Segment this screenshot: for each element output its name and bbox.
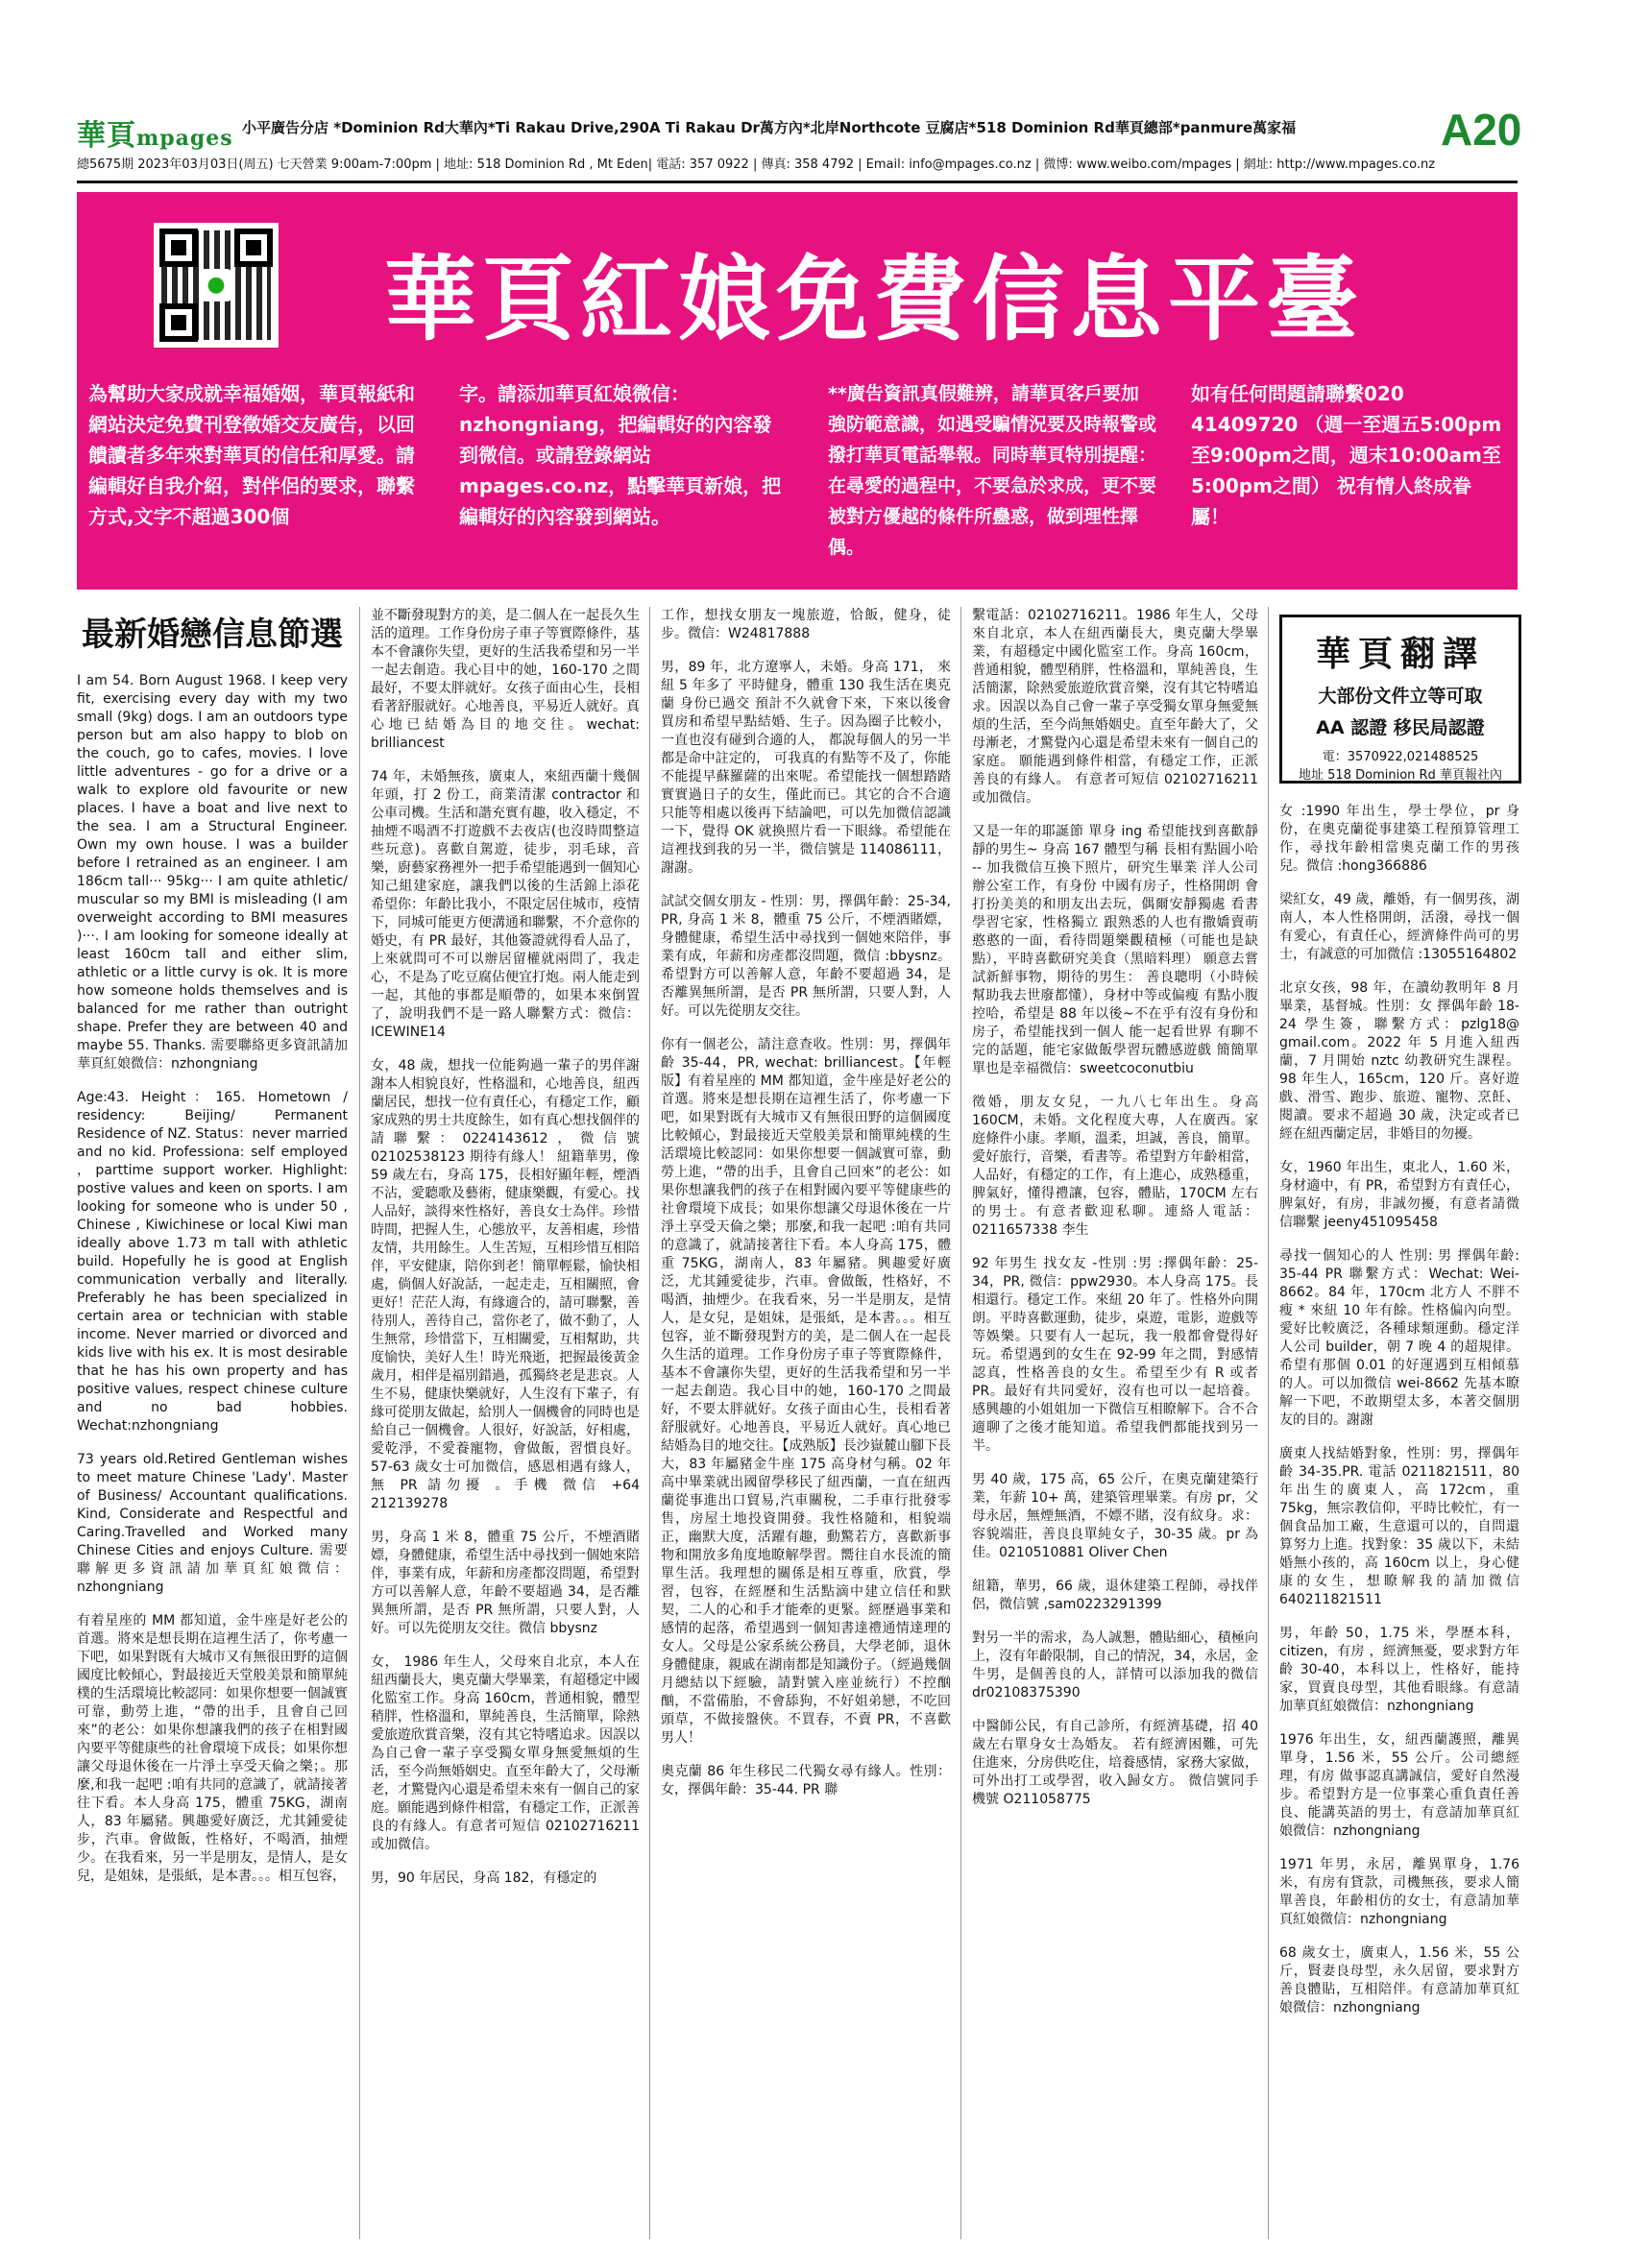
qr-finder-icon — [159, 303, 198, 342]
listing-item: 女，1960 年出生，東北人，1.60 米，身材適中，有 PR，希望對方有責任心，脾氣好，有房，非誠勿擾，有意者請微信聯繫 jeeny451095458 — [1279, 1160, 1519, 1230]
listing-item: 工作，想找女朋友一塊旅遊，恰飯，健身，徒步。微信：W24817888 — [661, 608, 951, 641]
listing-item: 男，90 年居民，身高 182，有穩定的 — [371, 1870, 597, 1886]
banner-title: 華頁紅娘免費信息平臺 — [384, 246, 1364, 353]
listing-item: 73 years old.Retired Gentleman wishes to meet mature Chinese 'Lady'. Master of Business/ Accountant qualifications. Kind, Considerate and Respectful and Caring.Travelled and Worked many Chinese Cities and enjoys Culture. 需要聯解更多資訊請加華頁紅娘微信：nzhongniang — [77, 1452, 348, 1595]
wechat-qr-code[interactable] — [154, 223, 279, 348]
listing-item: 北京女孩，98 年，在讀幼教明年 8 月畢業，基督城。性別：女 擇偶年齡 18-24 學生簽，聯繫方式：pzlg18@ gmail.com。2022 年 5 月進入紐西蘭，7 月開始 nztc 幼教研究生課程。98 年生人，165cm，120 斤。喜好遊戲、滑雪、跑步、旅遊、寵物、烹飪、閱讀。要求不超過 30 歲，決定或者已經在紐西蘭定居，非婚目的勿擾。 — [1279, 980, 1519, 1142]
section-title: 最新婚戀信息節選 — [82, 615, 343, 654]
logo-cn: 華頁 — [77, 119, 136, 153]
listing-item: 74 年，未婚無孩，廣東人，來紐西蘭十幾個年頭，打 2 份工，商業清潔 contractor 和公車司機。生活和諧充實有趣，收入穩定，不抽煙不喝酒不打遊戲不去夜店(也沒時間整這些玩意)。喜歡自駕遊，徒步，羽毛球，音樂，廚藝家務裡外一把手希望能遇到一個知心知己組建家庭，讓我們以後的生活錦上添花 希望你：年齡比我小，不限定居住城市，疫情下，同城可能更方便溝通和聯繫，不介意你的婚史，有 PR 最好，其他簽證就得看人品了，上來就問可不可以辦居留權就兩問了，我走心，不是為了吃豆腐佔便宜打炮。兩人能走到一起，其他的事都是順帶的，如果本來倒置了，說明我們不是一路人聯繫方式：微信：ICEWINE14 — [371, 769, 640, 1040]
banner-intro-text: 為幫助大家成就幸福婚姻，華頁報紙和網站決定免費刊登徵婚交友廣告，以回饋讀者多年來對華頁的信任和厚愛。請編輯好自我介紹，對伴侶的要求，聯繫方式,文字不超過300個 — [88, 382, 415, 528]
listing-item: 92 年男生 找女友 -性別 :男 :擇偶年齡：25-34，PR, 微信：ppw2930。本人身高 175。長相還行。穩定工作。來紐 20 年了。性格外向開朗。平時喜歡運動，徒步，桌遊，電影，遊戲等等娛樂。只要有人一起玩，我一般都會覺得好玩。希望遇到的女生在 92-99 年之間，對感情認真，性格善良的女生。希望至少有 R 或者 PR。最好有共同愛好，沒有也可以一起培養。感興趣的小姐姐加一下微信互相瞭解下。合不合適聊了之後才能知道。希望我們都能找到另一半。 — [972, 1256, 1258, 1454]
branch-addresses: 小平廣告分店 *Dominion Rd大華內*Ti Rakau Drive,290A Ti Rakau Dr萬方內*北岸Northcote 豆腐店*518 Dominion Rd華頁總部*panmure萬家福 — [242, 119, 1297, 136]
column-divider — [359, 607, 360, 2239]
banner-contact-text: 如有任何問題請聯繫020 41409720 （週一至週五5:00pm至9:00pm之間，週末10:00am至5:00pm之間） 祝有情人終成眷屬！ — [1191, 382, 1502, 528]
listing-item: 男 40 歲，175 高，65 公斤，在奧克蘭建築行業，年薪 10+ 萬，建築管理畢業。有房 pr，父母永居，無煙無酒，不嫖不賭，沒有紋身。求：容貌端莊，善良良單純女子，30-35 歲。pr 為佳。0210510881 Oliver Chen — [972, 1472, 1258, 1560]
listing-item: 紐籍，華男，66 歲，退休建築工程師，尋找伴侶，微信號 ,sam0223291399 — [972, 1579, 1258, 1612]
listing-column-2 — [371, 607, 640, 1903]
listing-column-5 — [1279, 803, 1519, 2033]
listing-item: 廣東人找結婚對象，性別：男，擇偶年齡 34-35.PR. 電話 0211821511，80 年出生的廣東人，高 172cm，重 75kg，無宗教信仰，平時比較忙，有一個食品加工廠，生意還可以的，自問還算努力上進。找對象：35 歲以下，未結婚無小孩的，高 160cm 以上，身心健康的女生，想瞭解我的請加微信 640211821511 — [1279, 1446, 1519, 1607]
mpages-logo[interactable] — [77, 111, 233, 154]
listing-item: 並不斷發現對方的美，是二個人在一起長久生活的道理。工作身份房子車子等實際條件，基本不會讓你失望，更好的生活我希望和另一半一起去創造。我心目中的她，160-170 之間最好，不要太胖就好。女孩子面由心生，長相看著舒服就好。心地善良，平易近人就好。真心地已結婚為目的地交往。wechat: brilliancest — [371, 608, 640, 751]
listing-item: 對另一半的需求，為人誠懇，體貼細心，積極向上，沒有年齡限制，自己的情況，34，永居，金牛男，是個善良的人，詳情可以添加我的微信 dr02108375390 — [972, 1630, 1258, 1701]
wechat-icon: ● — [200, 269, 232, 302]
column-divider — [960, 607, 961, 2239]
translation-service-ad — [1279, 615, 1521, 784]
column-divider — [649, 607, 650, 2239]
listing-item: 繫電話：02102716211。1986 年生人，父母來自北京，本人在紐西蘭長大，奧克蘭大學畢業，有超穩定中國化監室工作。身高 160cm，普通相貌，體型稍胖，性格溫和，單純善良，生活簡潔，除熱愛旅遊欣賞音樂，沒有其它特嗜追求。因誤以為自己會一輩子享受獨女單身無愛無煩的生活，至今尚無婚姻史。直至年齡大了，父母漸老，才驚覺內心還是希望未來有一個自己的家庭。 願能遇到條件相當，有穩定工作，正派善良的有緣人。 有意者可短信 02102716211 或加微信。 — [972, 608, 1258, 806]
listing-item: 1976 年出生，女，紐西蘭護照，離異單身，1.56 米，55 公斤。公司總經理，有房 做事認真講誠信，愛好自然漫步。希望對方是一位事業心重負責任善良、能講英語的男士，有意請加華頁紅娘微信：nzhongniang — [1279, 1732, 1519, 1839]
listing-item: 又是一年的耶誕節 單身 ing 希望能找到喜歡靜靜的男生~ 身高 167 體型勻稱 長相有點圓小哈 -- 加我微信互換下照片，研究生畢業 洋人公司辦公室工作，有身份 中國有房子，性格開朗 會打扮美美的和朋友出去玩，偶爾安靜獨處 看書學習宅家，性格獨立 跟熟悉的人也有撒嬌賣萌憨憨的一面，看待問題樂觀積極（可能也是缺點），平時喜歡研究美食（黑暗料理） 願意去嘗試新鮮事物，期待的男生： 善良聰明（小時候幫助我去世廢都懂），身材中等或偏瘦 有點小腹控哈，希望是 88 年以後~不在乎有沒有身份和房子，希望能找到一個人 能一起看世界 有聊不完的話題，能宅家做飯學習玩體感遊戲 簡簡單單也是幸福微信：sweetcoconutbiu — [972, 824, 1258, 1076]
listing-item: I am 54. Born August 1968. I keep very fit, exercising every day with my two small (9kg) dogs. I am an outdoors type person but am also happy to blob on the couch, go to cafes, movies. I love little adventures - go for a drive or a walk to explore old favourite or new places. I have a boat and live next to the sea. I am a Structural Engineer. Own my own house. I was a builder before I retrained as an engineer. I am 186cm tall··· 95kg··· I am quite athletic/ muscular so my BMI is misleading (I am overweight according to BMI measures )···. I am looking for someone ideally at least 160cm tall and either slim, athletic or a little curvy is ok. It is more how someone holds themselves and is balanced for me rather than outright shape. Prefer they are between 40 and maybe 55. Thanks. 需要聯絡更多資訊請加華頁紅娘微信：nzhongniang — [77, 673, 348, 1072]
column-divider — [1268, 607, 1269, 2239]
ad-subtitle: AA 認證 移民局認證 — [1316, 717, 1485, 738]
listing-item: 女， 1986 年生人，父母來自北京，本人在紐西蘭長大，奧克蘭大學畢業，有超穩定中國化監室工作。身高 160cm，普通相貌，體型稍胖，性格溫和，單純善良，生活簡單，除熱愛旅遊欣賞音樂，沒有其它特嗜追求。因誤以為自己會一輩子享受獨女單身無愛無煩的生活，至今尚無婚姻史。直至年齡大了，父母漸老，才驚覺內心還是希望未來有一個自己的家庭。願能遇到條件相當，有穩定工作，正派善良的有緣人。有意者可短信 02102716211 或加微信。 — [371, 1654, 640, 1852]
listing-item: 1971 年男，永居，離異單身，1.76 米，有房有貸款，司機無孩，要求人簡單善良，年齡相仿的女士，有意請加華頁紅娘微信：nzhongniang — [1279, 1857, 1519, 1927]
ad-title: 華頁翻譯 — [1315, 634, 1485, 674]
listing-item: 梁紅女，49 歲，離婚，有一個男孩，湖南人，本人性格開朗，活潑，尋找一個有愛心，有責任心，經濟條件尚可的男士，有誠意的可加微信 :13055164802 — [1279, 892, 1519, 962]
ad-subtitle: 大部份文件立等可取 — [1318, 686, 1483, 707]
listing-item: 女 :1990 年出生，學士學位，pr 身份，在奧克蘭從事建築工程預算管理工作，尋找年齡相當奧克蘭工作的男孩兒。微信 :hong366886 — [1279, 804, 1519, 874]
listing-item: 女，48 歲，想找一位能夠過一輩子的男伴謝謝本人相貌良好，性格溫和，心地善良，紐西蘭居民，想找一位有責任心，有穩定工作，顧家成熟的男士共度餘生，如有真心想找個伴的請聯繫：0224143612，微信號 02102538123 期待有緣人！ 紐籍華男，像 59 歲左右，身高 175，長相好顯年輕，煙酒不沾，愛聽歌及藝術，健康樂觀，有愛心。找人品好，談得來性格好，善良女士為伴。珍惜時間，把握人生，心態放平，友善相處，珍惜友情，共用餘生。人生苦短，互相珍惜互相陪伴，平安健康，陪你到老！簡單輕鬆，愉快相處，倘個人好說話，一起走走，互相關照，會更好！茫茫人海，有緣適合的，請可聯繫，善待別人，善待自己，當你老了，做不動了，人生無常，珍惜當下，互相關愛，互相幫助，共度愉快，美好人生！時光飛逝，把握最後黃金歲月，相伴是福別錯過，孤獨終老是悲哀。人生不易，健康快樂就好，人生沒有下輩子，有緣可從朋友做起，給別人一個機會的同時也是給自己一個機會。人很好，好說話，好相處，愛乾淨，不愛養寵物，會做飯，習慣良好。57-63 歲女士可加微信，感恩相遇有緣人，無 PR 請勿擾 。手機 微信 +64 212139278 — [371, 1058, 640, 1511]
listing-item: Age:43. Height：165. Hometown / residency: Beijing/ Permanent Residence of NZ. Status：never married and no kid. Professiona: self employed ，parttime support worker. Highlight: postive values and keen on sports. I am looking for someone who is under 50 , Chinese , Kiwichinese or local Kiwi man ideally above 1.73 m tall with athletic build. Hopefully he is good at English communication verbally and literally. Preferably he has been specialized in certain area or technician with stable income. Never married or divorced and kids live with his ex. It is most desirable that he has his own property and has positive values, respect chinese culture and no bad hobbies. Wechat:nzhongniang — [77, 1090, 348, 1434]
qr-finder-icon — [234, 229, 273, 267]
ad-phone: 電：3570922,021488525 — [1322, 750, 1479, 764]
listing-item: 尋找一個知心的人 性別: 男 擇偶年齡: 35-44 PR 聯繫方式：Wechat: Wei-8662。84 年，170cm 北方人 不胖不瘦 * 來紐 10 年有餘。性格偏內向型。愛好比較廣泛，各種球類運動。穩定洋人公司 builder，朝 7 晚 4 的超規律。希望有那個 0.01 的好運遇到互相傾慕的人。可以加微信 wei-8662 先基本瞭解一下吧，不敢期望太多，本著交個朋友的目的。謝謝 — [1279, 1248, 1519, 1428]
listing-column-4 — [972, 607, 1258, 1824]
ad-address: 地址 518 Dominion Rd 華頁報社內 — [1299, 768, 1502, 783]
listing-item: 男，身高 1 米 8，體重 75 公斤，不煙酒賭嫖，身體健康，希望生活中尋找到一個她來陪伴，事業有成，年薪和房產都沒問題，希望對方可以善解人意，年齡不要超過 34，是否離異無所謂，是否 PR 無所謂，只要人對，人好。可以先從朋友交往。微信 bbysnz — [371, 1530, 640, 1636]
qr-finder-icon — [159, 229, 198, 267]
listing-item: 男，89 年，北方遼寧人，未婚。身高 171， 來紐 5 年多了 平時健身，體重 130 我生活在奧克蘭 身份已過交 預計不久就會下來，下來以後會買房和希望早點結婚、生子。因為圈子比較小，一直也沒有碰到合適的人， 都說每個人的另一半都是命中註定的， 可我真的有點等不及了，你能不能提早蘇羅薩的出來呢。希望能找一個想踏踏實實過日子的女生，僅此而已。其它的合不合適只能等相處以後再下結論吧，可以先加微信認識一下，覺得 OK 就換照片看一下眼緣。希望能在這裡找到我的另一半，微信號是 114086111，謝謝。 — [661, 660, 951, 876]
logo-en: mpages — [136, 126, 233, 151]
listing-column-3 — [661, 607, 951, 1815]
listing-item: 試試交個女朋友 - 性別：男，擇偶年齡：25-34, PR, 身高 1 米 8，體重 75 公斤，不煙酒賭嫖，身體健康，希望生活中尋找到一個她來陪伴，事業有成，年薪和房產都沒問題，微信 :bbysnz。希望對方可以善解人意，年齡不要超過 34，是否離異無所謂，是否 PR 無所謂，只要人對，人好。可以先從朋友交往。 — [661, 894, 951, 1019]
masthead — [77, 104, 1522, 186]
listing-column-1 — [77, 607, 348, 1901]
listing-item: 68 歲女士，廣東人，1.56 米，55 公斤，賢妻良母型，永久居留，要求對方善良體貼，互相陪伴。有意請加華頁紅娘微信：nzhongniang — [1279, 1945, 1519, 2015]
banner-wechat-text: 字。請添加華頁紅娘微信：nzhongniang，把編輯好的內容發到微信。或請登錄網站 mpages.co.nz，點擊華頁新娘，把編輯好的內容發到網站。 — [459, 382, 782, 528]
listing-item: 男，年齡 50，1.75 米，學歷本科，citizen，有房 ，經濟無憂，要求對方年齡 30-40，本科以上，性格好，能持家，買賣良母型，其他看眼緣。有意請加華頁紅娘微信：nzhongniang — [1279, 1626, 1519, 1714]
header-rule — [77, 181, 1518, 183]
issue-info-line: 總5675期 2023年03月03日(周五) 七天營業 9:00am-7:00pm | 地址: 518 Dominion Rd , Mt Eden| 電話: 357 0922 | 傳真: 358 4792 | Email: info@mpages.co.nz | 微博: www.weibo.com/mpages | 網址: http://www.mpages.co.nz — [77, 157, 1436, 172]
listing-item: 奧克蘭 86 年生移民二代獨女尋有緣人。性別：女，擇偶年齡：35-44. PR 聯 — [661, 1764, 951, 1798]
listing-item: 有着星座的 MM 都知道，金牛座是好老公的首選。將來是想長期在這裡生活了，你考慮一下吧，如果對既有大城市又有無很田野的這個國度比較傾心，對最接近天堂般美景和簡單純樸的生活環境比較認同：如果你想要一個誠實可靠，動勞上進，“帶的出手，且會自己回來”的老公：如果你想讓我們的孩子在相對國內要平等健康些的社會環境下成長；如果你想讓父母退休後在一片淨土享受天倫之樂；。那麼,和我一起吧 :咱有共同的意識了，就請接著往下看。本人身高 175，體重 75KG，湖南人，83 年屬豬。興趣愛好廣泛，尤其鍾愛徒步，汽車。會做飯，性格好，不喝酒，抽煙少。在我看來，另一半是朋友，是情人，是女兒，是姐妹，是張紙，是本書。。。相互包容， — [77, 1613, 348, 1884]
listing-item: 你有一個老公，請注意查收。性別：男，擇偶年齡 35-44，PR, wechat: brilliancest。【年輕版】有着星座的 MM 都知道，金牛座是好老公的首選。將來是想長期在這裡生活了，你考慮一下吧，如果對既有大城市又有無很田野的這個國度比較傾心，對最接近天堂般美景和簡單純樸的生活環境比較認同：如果你想要一個誠實可靠，動勞上進，“帶的出手，且會自己回來”的老公：如果你想讓我們的孩子在相對國內要平等健康些的社會環境下成長；如果你想讓父母退休後在一片淨土享受天倫之樂；那麼,和我一起吧 :咱有共同的意識了，就請接著往下看。本人身高 175，體重 75KG，湖南人，83 年屬豬。興趣愛好廣泛，尤其鍾愛徒步，汽車。會做飯，性格好，不喝酒，抽煙少。在我看來，另一半是朋友，是情人，是女兒，是姐妹，是張紙，是本書。。。相互包容，並不斷發現對方的美，是二個人在一起長久生活的道理。工作身份房子車子等實際條件，基本不會讓你失望，更好的生活我希望和另一半一起去創造。我心目中的她，160-170 之間最好，不要太胖就好。女孩子面由心生，長相看著舒服就好。心地善良，平易近人就好。真心地已結婚為目的地交往。【成熟版】長沙嶽麓山腳下長大，83 年屬豬金牛座 175 高身材勻稱。02 年高中畢業就出國留學移民了紐西蘭，一直在紐西蘭從事進出口貿易,汽車關稅，二手車行批發零售，房屋土地投資開發。我性格隨和，相貌端正，幽默大度，活躍有趣，動驚若方，喜歡新事物和開放多角度地瞭解學習。嚮往自水長流的簡單生活。我理想的關係是相互尊重，欣賞，學習，包容，在經歷和生活點滴中建立信任和默契，二人的心和手才能牽的更緊。經歷過事業和感情的起落，希望遇到一個知書達禮通情達理的女人。父母是公家系統公務員，大學老師，退休身體健康，親戚在湖南都是知識份子。（經過幾個月總結以下經驗，請對號入座並統行）不控酗酗，不當備胎，不會舔狗，不好姐弟戀，不吃回頭草，不做接盤俠。不買春，不賣 PR，不喜歡男人！ — [661, 1037, 951, 1746]
page-number: A20 — [1441, 105, 1522, 155]
banner-warning-text: **廣告資訊真假難辨，請華頁客戶要加強防範意識，如遇受騙情況要及時報警或撥打華頁電話舉報。同時華頁特別提醒：在尋愛的過程中，不要急於求成，更不要被對方優越的條件所蠱惑，做到理性擇偶。 — [828, 383, 1157, 558]
listing-item: 徵婚，朋友女兒，一九八七年出生。身高 160CM，未婚。文化程度大專，人在廣西。家庭條件小康。孝順，溫柔，坦誠，善良，簡單。愛好旅行，音樂，看書等。希望對方年齡相當，人品好，有穩定的工作，有上進心，成熟穩重，脾氣好，懂得禮讓，包容，體貼，170CM 左右的男士。有意者歡迎私聊。連絡人電話：0211657338 李生 — [972, 1095, 1258, 1238]
listing-item: 中醫師公民，有自己診所，有經濟基礎，招 40 歲左右單身女士為婚友。 若有經濟困難，可先住進來，分房供吃住，培養感情，家務大家做，可外出打工或學習，收入歸女方。 微信號同手機號 O211058775 — [972, 1719, 1258, 1807]
